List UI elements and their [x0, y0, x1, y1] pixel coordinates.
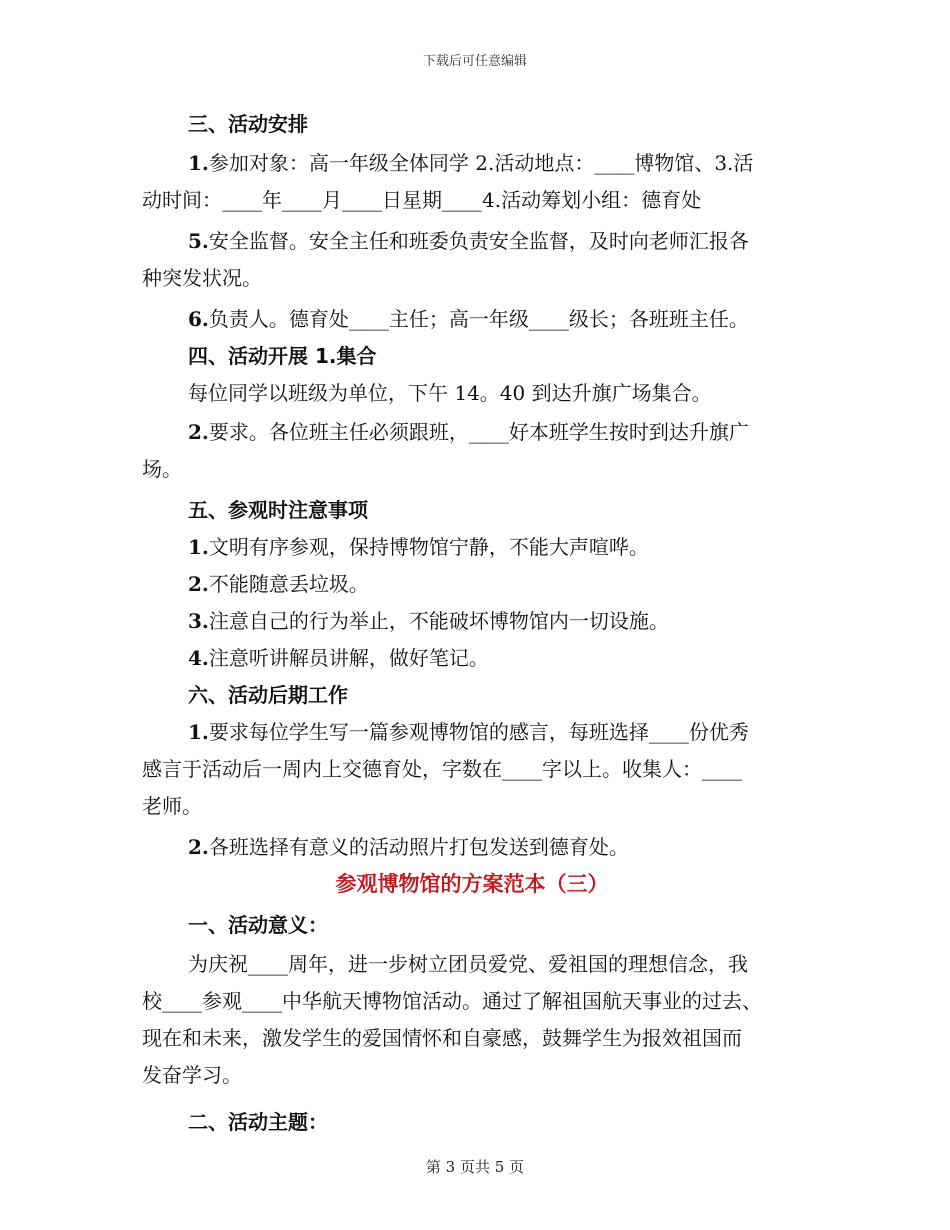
item-number: 6.	[188, 307, 209, 331]
item-number: 1.	[188, 151, 209, 175]
paragraph-line	[142, 714, 802, 751]
section-heading: 四、活动开展 1.集合	[188, 344, 377, 368]
list-item-text: 注意自己的行为举止，不能破坏博物馆内一切设施。	[208, 609, 669, 633]
document-body	[142, 106, 802, 1141]
paragraph-line: 每位同学以班级为单位，下午 14。40 到达升旗广场集合。	[188, 381, 712, 405]
page-footer: 第 3 页共 5 页	[425, 1158, 525, 1176]
paragraph-text: 要求。各位班主任必须跟班，____好本班学生按时到达升旗广	[208, 420, 749, 444]
section-heading: 六、活动后期工作	[188, 683, 348, 707]
paragraph-text: 负责人。德育处____主任；高一年级____级长；各班班主任。	[208, 307, 749, 331]
paragraph-text: 各班选择有意义的活动照片打包发送到德育处。	[208, 835, 629, 859]
paragraph-line	[142, 829, 802, 866]
item-number: 3.	[188, 609, 209, 633]
paragraph-line	[142, 223, 802, 260]
page-header: 下载后可任意编辑	[422, 54, 527, 69]
item-number: 4.	[188, 646, 209, 670]
section-heading: 一、活动意义：	[188, 913, 328, 937]
paragraph-line: 发奋学习。	[142, 1063, 242, 1087]
document-title: 参观博物馆的方案范本（三）	[335, 872, 609, 896]
paragraph-line: 为庆祝____周年，进一步树立团员爱党、爱祖国的理想信念，我	[188, 952, 748, 976]
section-heading: 二、活动主题：	[188, 1110, 328, 1134]
list-item	[142, 529, 802, 566]
list-item	[142, 640, 802, 677]
list-item-text: 注意听讲解员讲解，做好笔记。	[208, 646, 489, 670]
paragraph-text: 参加对象：高一年级全体同学 2.活动地点：____博物馆、3.活	[208, 151, 754, 175]
paragraph-line: 现在和未来，激发学生的爱国情怀和自豪感，鼓舞学生为报效祖国而	[142, 1026, 742, 1050]
item-number: 1.	[188, 535, 209, 559]
paragraph-line	[142, 301, 802, 338]
paragraph-text: 安全监督。安全主任和班委负责安全监督，及时向老师汇报各	[208, 229, 749, 253]
list-item-text: 文明有序参观，保持博物馆宁静，不能大声喧哗。	[208, 535, 649, 559]
list-item	[142, 603, 802, 640]
item-number: 2.	[188, 420, 209, 444]
item-number: 2.	[188, 572, 209, 596]
paragraph-line: 种突发状况。	[142, 266, 262, 290]
paragraph-line: 老师。	[142, 794, 202, 818]
item-number: 5.	[188, 229, 209, 253]
paragraph-line	[142, 414, 802, 451]
section-heading: 三、活动安排	[188, 112, 308, 136]
paragraph-line: 感言于活动后一周内上交德育处，字数在____字以上。收集人：____	[142, 757, 742, 781]
item-number: 2.	[188, 835, 209, 859]
paragraph-line	[142, 145, 802, 182]
section-heading: 五、参观时注意事项	[188, 498, 368, 522]
item-number: 1.	[188, 720, 209, 744]
paragraph-line: 场。	[142, 457, 182, 481]
list-item	[142, 566, 802, 603]
list-item-text: 不能随意丢垃圾。	[208, 572, 369, 596]
paragraph-line: 动时间：____年____月____日星期____4.活动筹划小组：德育处	[142, 188, 702, 212]
paragraph-line: 校____参观____中华航天博物馆活动。通过了解祖国航天事业的过去、	[142, 989, 762, 1013]
paragraph-text: 要求每位学生写一篇参观博物馆的感言，每班选择____份优秀	[208, 720, 749, 744]
